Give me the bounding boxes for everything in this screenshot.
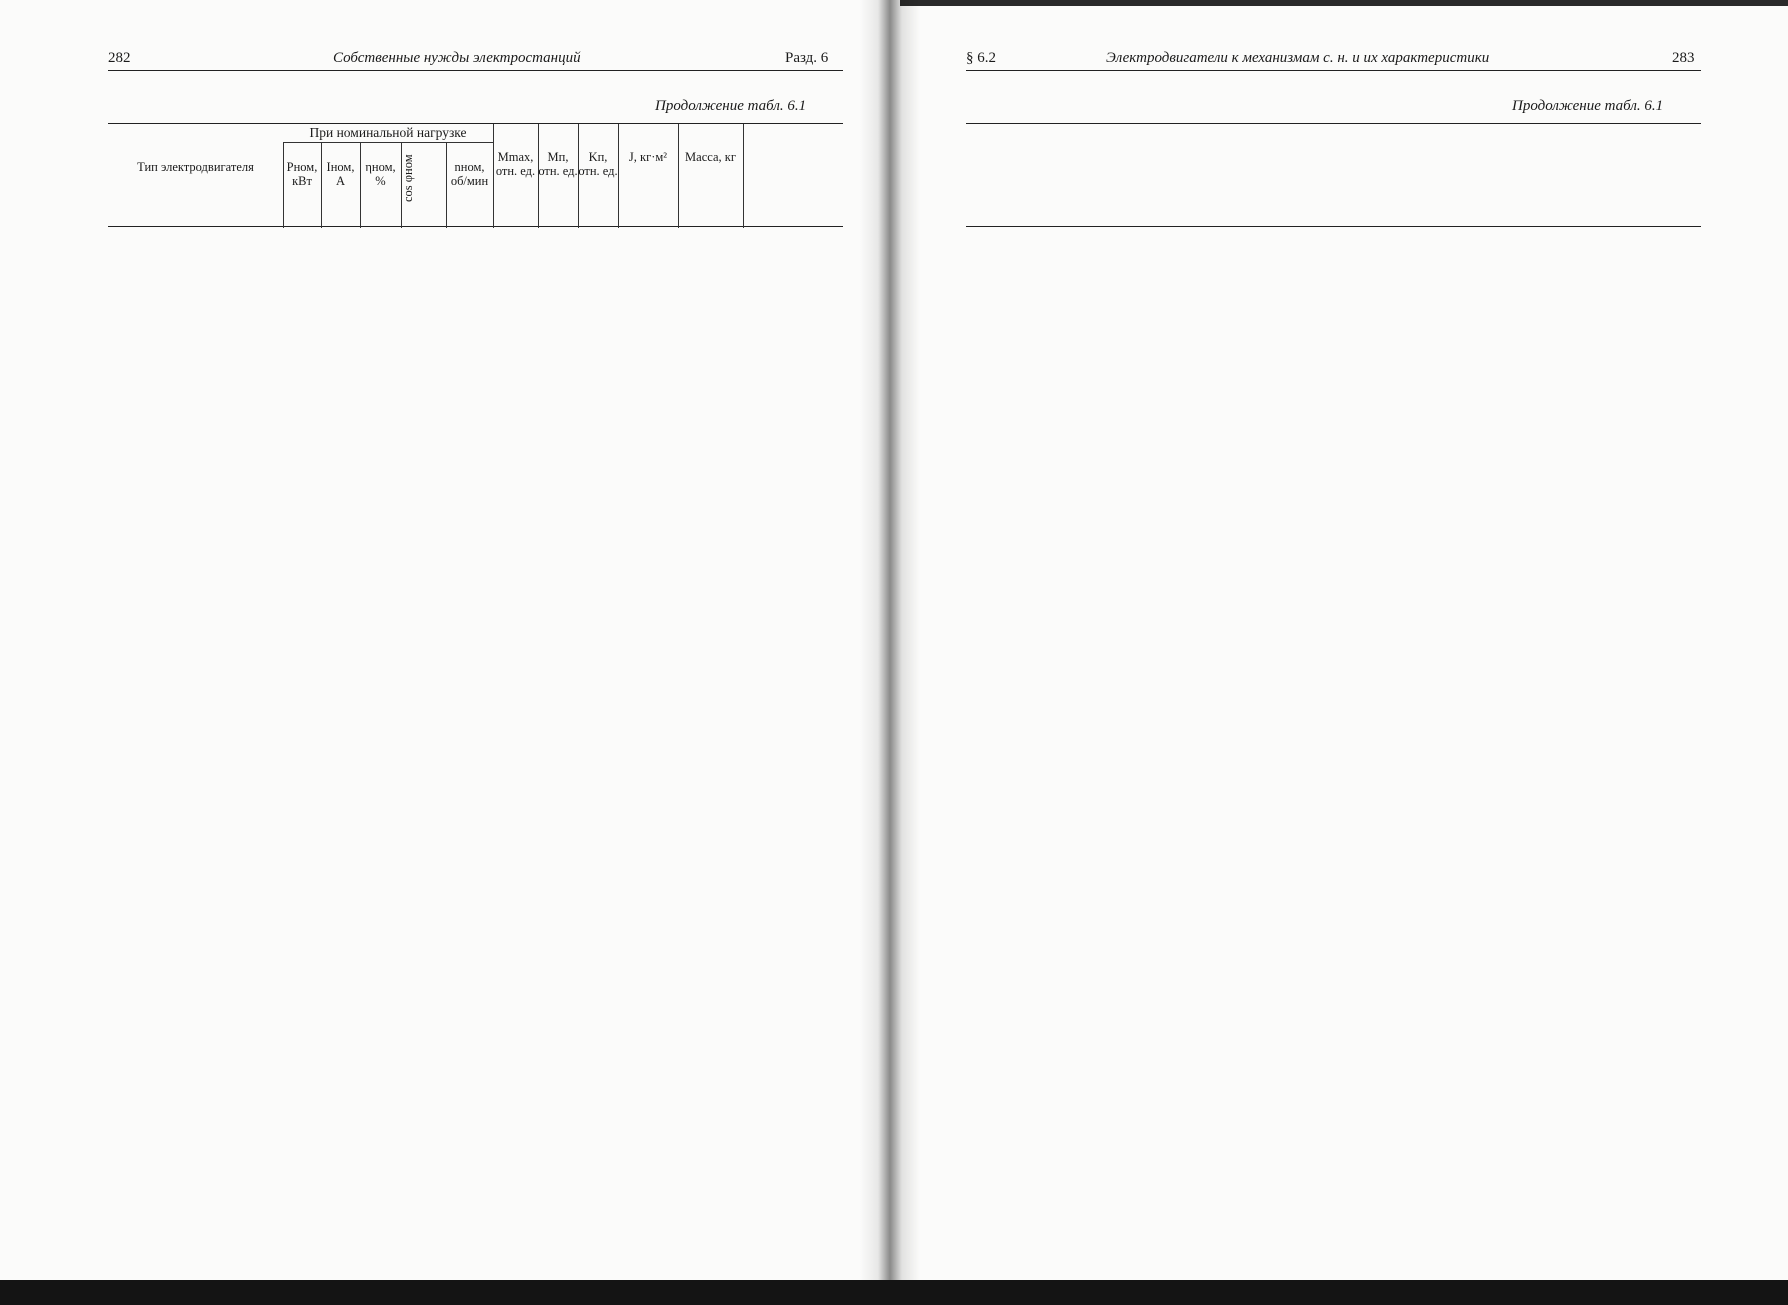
continuation-label: Продолжение табл. 6.1 — [655, 98, 807, 114]
header-rule — [108, 70, 843, 71]
column-header-i-nom: Iном, А — [326, 160, 355, 188]
column-header-m-p: Mп, отн. ед. — [538, 150, 578, 178]
right-page — [900, 0, 1788, 1280]
column-header-m-max: Mmax, отн. ед. — [495, 150, 536, 178]
left-page — [0, 0, 880, 1280]
section-label: Разд. 6 — [785, 50, 829, 66]
table-header — [108, 123, 843, 227]
continuation-label: Продолжение табл. 6.1 — [1512, 98, 1664, 114]
column-header-j: J, кг·м² — [628, 150, 668, 164]
page-number: 283 — [1672, 50, 1695, 66]
running-title: Собственные нужды электростанций — [333, 50, 581, 66]
column-header-eta-nom: ηном, % — [365, 160, 396, 188]
header-column-rule — [743, 124, 744, 228]
scan-bottom-edge — [0, 1280, 1788, 1305]
column-header-k-p: Kп, отн. ед. — [578, 150, 618, 178]
header-column-rule — [678, 124, 679, 228]
section-label: § 6.2 — [966, 50, 996, 66]
column-header-mass: Масса, кг — [685, 150, 736, 164]
type-column-header: Тип электродвигателя — [137, 160, 254, 174]
group-header: При номинальной нагрузке — [309, 125, 467, 140]
column-header-p-nom: Pном, кВт — [286, 160, 318, 188]
page-number: 282 — [108, 50, 131, 66]
header-rule — [966, 70, 1701, 71]
column-header-n-nom: nном, об/мин — [450, 160, 489, 188]
header-column-rule — [618, 124, 619, 228]
running-title: Электродвигатели к механизмам с. н. и их характеристики — [1106, 50, 1490, 66]
column-header-cos-phi: cos φном — [401, 154, 415, 202]
group-rule — [283, 142, 493, 143]
table-header — [966, 123, 1701, 227]
